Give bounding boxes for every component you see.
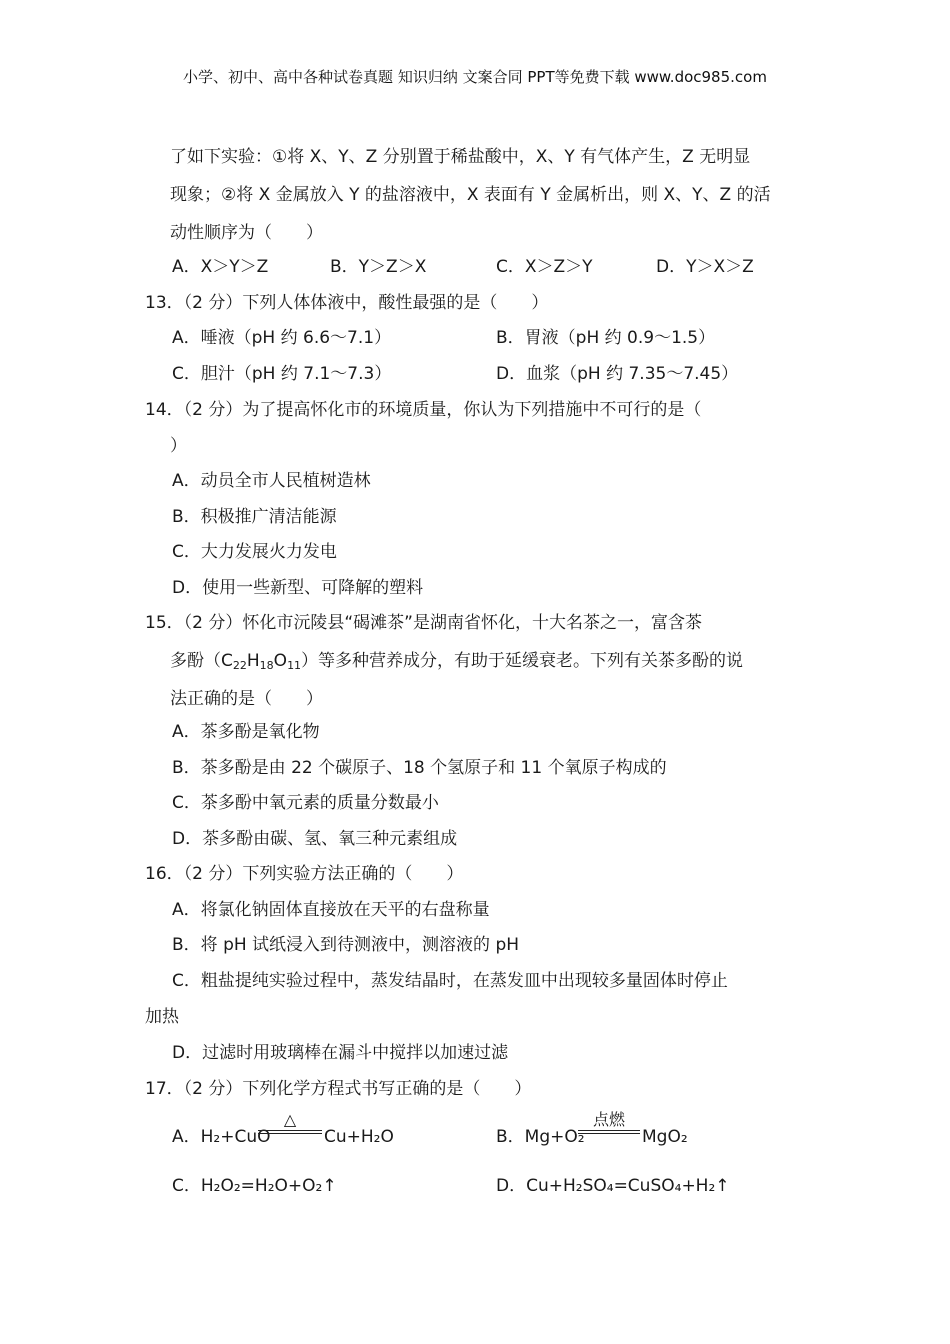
q13-option-a: A．唾液（pH 约 6.6～7.1） [172, 328, 392, 348]
q15-option-a: A．茶多酚是氧化物 [172, 722, 320, 742]
q15-option-b: B．茶多酚是由 22 个碳原子、18 个氢原子和 11 个氧原子构成的 [172, 758, 667, 778]
q15-line2: 多酚$(C_{22}H_{18}O_{11})$等多种营养成分，有助于延缓衰老。下列有关茶多酚的说 [170, 651, 744, 672]
q17-option-a-right: Cu+H₂O [324, 1127, 394, 1147]
q15-option-d: D．茶多酚由碳、氢、氧三种元素组成 [172, 829, 458, 849]
q12-line3: 动性顺序为（ ） [170, 223, 323, 243]
q13-option-b: B．胃液（pH 约 0.9～1.5） [496, 328, 716, 348]
q14-option-d: D．使用一些新型、可降解的塑料 [172, 578, 424, 598]
q12-option-c: C．X＞Z＞Y [496, 257, 593, 277]
q14-line1: 14．（2 分）为了提高怀化市的环境质量，你认为下列措施中不可行的是（ [145, 400, 702, 420]
q17-a-condition: △ [258, 1112, 322, 1134]
q17-option-b-right: MgO₂ [642, 1127, 688, 1147]
q12-line2: 现象；②将 X 金属放入 Y 的盐溶液中，X 表面有 Y 金属析出，则 X、Y、Z 的活 [170, 185, 771, 205]
q17-option-b: B．Mg+O₂ [496, 1127, 585, 1147]
q14-line2: ） [170, 436, 187, 456]
q13-option-c: C．胆汁（pH 约 7.1～7.3） [172, 364, 392, 384]
q14-option-b: B．积极推广清洁能源 [172, 507, 337, 527]
q12-option-a: A．X＞Y＞Z [172, 257, 269, 277]
q12-option-b: B．Y＞Z＞X [330, 257, 427, 277]
q16-option-a: A．将氯化钠固体直接放在天平的右盘称量 [172, 900, 490, 920]
q12-option-d: D．Y＞X＞Z [656, 257, 754, 277]
q13-option-d: D．血浆（pH 约 7.35～7.45） [496, 364, 739, 384]
q17-option-d: D．Cu+H₂SO₄=CuSO₄+H₂↑ [496, 1176, 730, 1196]
q15-line3: 法正确的是（ ） [170, 689, 323, 709]
q13-stem: 13．（2 分）下列人体体液中，酸性最强的是（ ） [145, 293, 549, 313]
q17-option-c: C．H₂O₂=H₂O+O₂↑ [172, 1176, 337, 1196]
q15-option-c: C．茶多酚中氧元素的质量分数最小 [172, 793, 439, 813]
q16-option-c-line2: 加热 [145, 1007, 179, 1027]
q14-option-a: A．动员全市人民植树造林 [172, 471, 371, 491]
q16-option-c-line1: C．粗盐提纯实验过程中，蒸发结晶时，在蒸发皿中出现较多量固体时停止 [172, 971, 728, 991]
q14-option-c: C．大力发展火力发电 [172, 542, 337, 562]
q16-stem: 16．（2 分）下列实验方法正确的（ ） [145, 864, 464, 884]
page-header: 小学、初中、高中各种试卷真题 知识归纳 文案合同 PPT等免费下载 www.doc985.com [183, 68, 767, 86]
q12-line1: 了如下实验：①将 X、Y、Z 分别置于稀盐酸中，X、Y 有气体产生，Z 无明显 [170, 147, 751, 167]
q17-option-a: A．H₂+CuO [172, 1127, 271, 1147]
q16-option-b: B．将 pH 试纸浸入到待测液中，测溶液的 pH [172, 935, 520, 955]
q17-b-condition: 点燃 [578, 1112, 640, 1134]
q15-line1: 15．（2 分）怀化市沅陵县“碣滩茶”是湖南省怀化，十大名茶之一，富含茶 [145, 613, 702, 633]
q17-stem: 17．（2 分）下列化学方程式书写正确的是（ ） [145, 1079, 532, 1099]
q16-option-d: D．过滤时用玻璃棒在漏斗中搅拌以加速过滤 [172, 1043, 509, 1063]
